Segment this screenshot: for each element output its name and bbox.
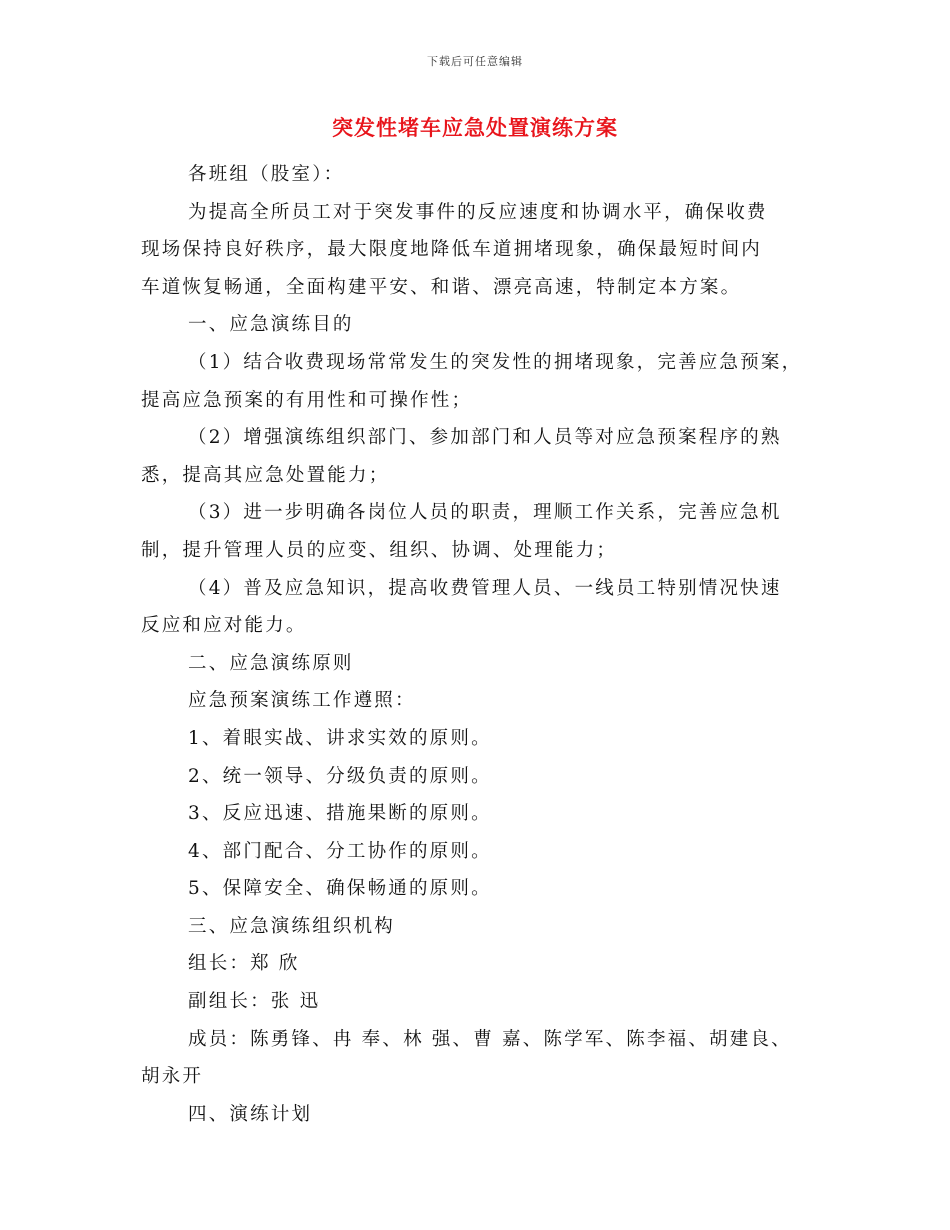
- list-item: 4、部门配合、分工协作的原则。: [188, 840, 492, 862]
- body-line: （2）增强演练组织部门、参加部门和人员等对应急预案程序的熟: [188, 427, 782, 449]
- body-line: 为提高全所员工对于突发事件的反应速度和协调水平，确保收费: [188, 201, 768, 223]
- body-line: 制，提升管理人员的应变、组织、协调、处理能力；: [141, 539, 618, 561]
- body-line: 现场保持良好秩序，最大限度地降低车道拥堵现象，确保最短时间内: [141, 239, 763, 261]
- document-title: 突发性堵车应急处置演练方案: [332, 116, 618, 140]
- section-heading: 二、应急演练原则: [188, 652, 354, 674]
- body-line: 车道恢复畅通，全面构建平安、和谐、漂亮高速，特制定本方案。: [141, 276, 742, 298]
- body-line: （1）结合收费现场常常发生的突发性的拥堵现象，完善应急预案，: [188, 351, 803, 373]
- section-heading: 一、应急演练目的: [188, 314, 354, 336]
- body-line: （3）进一步明确各岗位人员的职责，理顺工作关系，完善应急机: [188, 502, 782, 524]
- section-heading: 三、应急演练组织机构: [188, 915, 396, 937]
- body-line: 反应和应对能力。: [141, 615, 307, 637]
- section-heading: 四、演练计划: [188, 1103, 313, 1125]
- body-line: 副组长：张 迅: [188, 991, 321, 1013]
- document-body: [141, 156, 821, 1133]
- body-line: 各班组（股室）：: [188, 164, 345, 185]
- list-item: 1、着眼实战、讲求实效的原则。: [188, 727, 492, 749]
- body-line: 悉，提高其应急处置能力；: [141, 464, 390, 486]
- body-line: 成员：陈勇锋、冉 奉、林 强、曹 嘉、陈学军、陈李福、胡建良、: [188, 1028, 792, 1050]
- header-note: 下载后可任意编辑: [427, 55, 523, 68]
- body-line: 组长：郑 欣: [188, 953, 300, 975]
- list-item: 5、保障安全、确保畅通的原则。: [188, 878, 492, 900]
- body-line: 胡永开: [141, 1066, 204, 1088]
- body-line: 应急预案演练工作遵照：: [188, 690, 416, 712]
- list-item: 2、统一领导、分级负责的原则。: [188, 765, 492, 787]
- body-line: 提高应急预案的有用性和可操作性；: [141, 389, 473, 411]
- body-line: （4）普及应急知识，提高收费管理人员、一线员工特别情况快速: [188, 577, 782, 599]
- list-item: 3、反应迅速、措施果断的原则。: [188, 803, 492, 825]
